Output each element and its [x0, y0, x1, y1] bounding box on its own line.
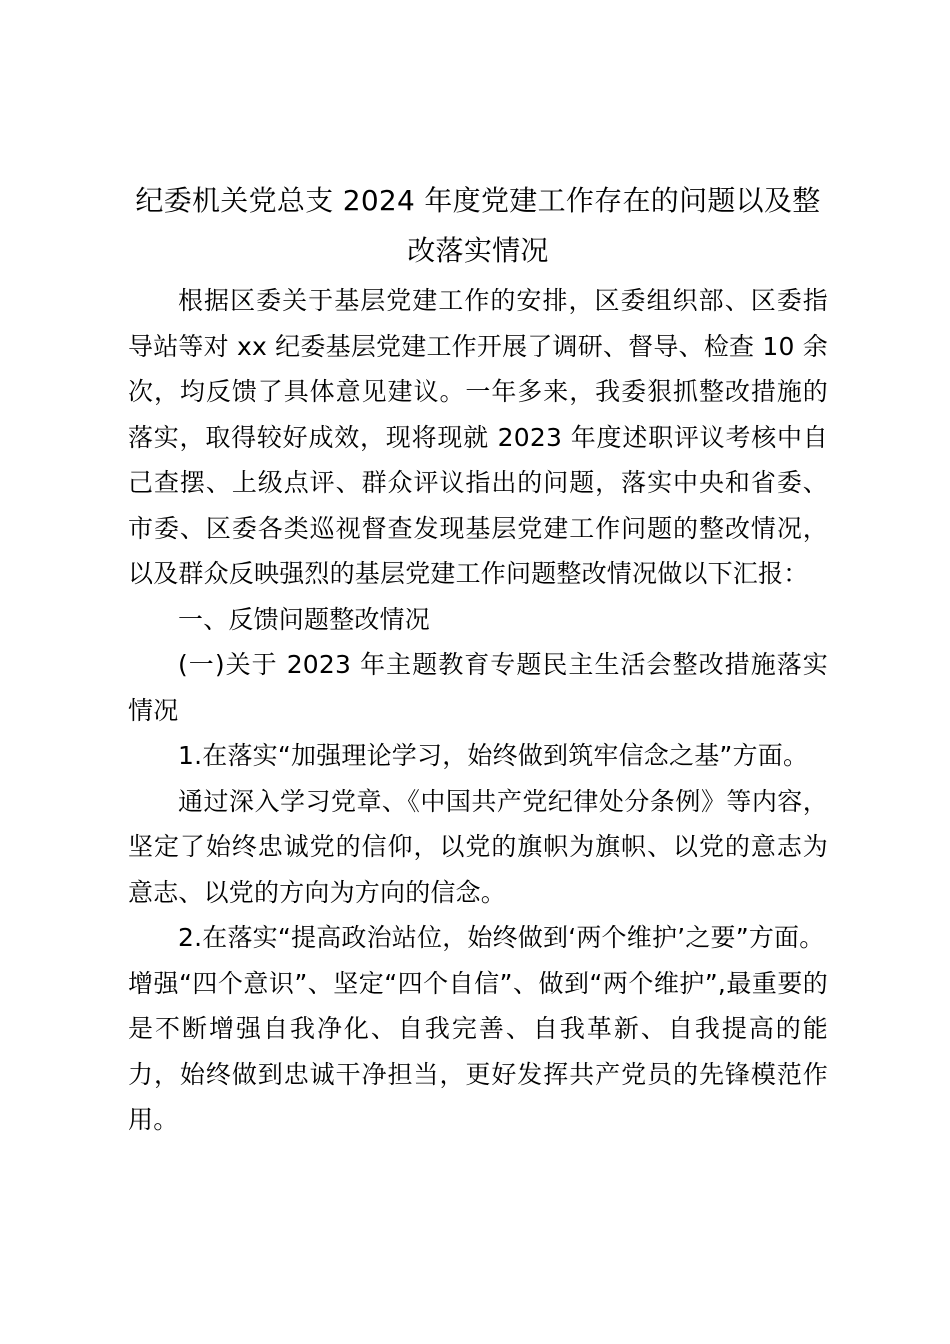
item-2-paragraph: 增强“四个意识”、坚定“四个自信”、做到“两个维护”,最重要的是不断增强自我净化、自我完善、自我革新、自我提高的能力，始终做到忠诚干净担当，更好发挥共产党员的先锋模范作用。 [128, 968, 828, 1134]
subsection-heading: (一)关于 2023 年主题教育专题民主生活会整改措施落实情况 [128, 650, 828, 725]
item-1-heading: 1.在落实“加强理论学习，始终做到筑牢信念之基”方面。 [178, 741, 809, 770]
section-heading: 一、反馈问题整改情况 [178, 604, 431, 634]
document-body [128, 278, 828, 1143]
item-2-heading: 2.在落实“提高政治站位，始终做到‘两个维护’之要”方面。 [178, 923, 825, 952]
document-title: 纪委机关党总支 2024 年度党建工作存在的问题以及整改落实情况 [135, 184, 821, 267]
item-1-paragraph: 通过深入学习党章、《中国共产党纪律处分条例》等内容，坚定了始终忠诚党的信仰，以党的旗帜为旗帜、以党的意志为意志、以党的方向为方向的信念。 [128, 786, 828, 907]
intro-paragraph: 根据区委关于基层党建工作的安排，区委组织部、区委指导站等对 xx 纪委基层党建工作开展了调研、督导、检查 10 余次，均反馈了具体意见建议。一年多来，我委狠抓整改措施的落实，取得较好成效，现将现就 2023 年度述职评议考核中自己查摆、上级点评、群众评议指出的问题，落实中央和省委、市委、区委各类巡视督查发现基层党建工作问题的整改情况，以及群众反映强烈的基层党建工作问题整改情况做以下汇报： [128, 286, 828, 588]
